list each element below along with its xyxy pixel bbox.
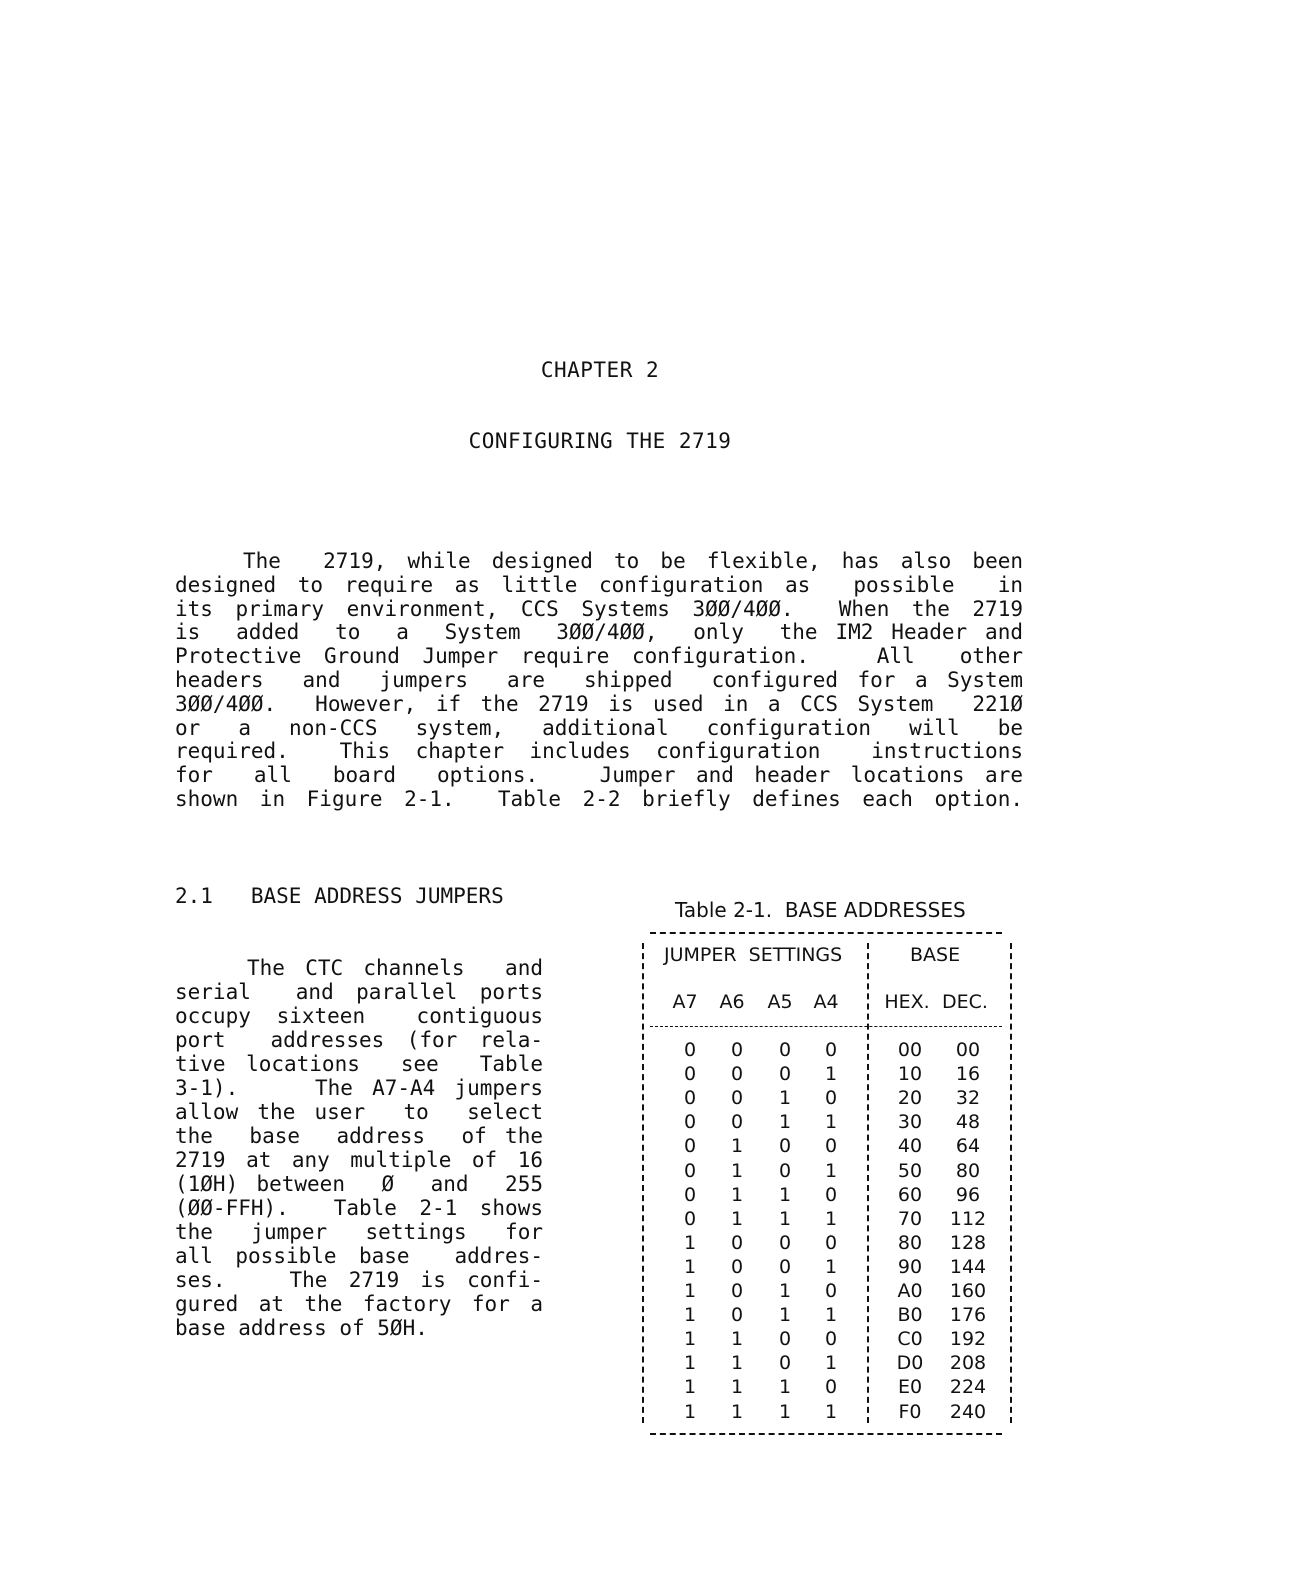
- dec-cell: 208: [949, 1352, 987, 1375]
- a6-cell: 1: [730, 1207, 744, 1230]
- intro-line: The 2719, while designed to be flexible, has also been: [243, 549, 1023, 573]
- a7-cell: 0: [683, 1087, 697, 1110]
- a7-cell: 1: [683, 1304, 697, 1327]
- a4-cell: 0: [824, 1328, 838, 1351]
- hex-cell: E0: [897, 1376, 923, 1399]
- a4-cell: 1: [824, 1207, 838, 1230]
- a5-cell: 1: [778, 1207, 792, 1230]
- a7-cell: 0: [683, 1135, 697, 1158]
- a6-cell: 0: [730, 1231, 744, 1254]
- section-heading: 2.1 BASE ADDRESS JUMPERS: [175, 884, 504, 908]
- a6-cell: 0: [730, 1087, 744, 1110]
- a4-cell: 0: [824, 1087, 838, 1110]
- table-caption: Table 2-1. BASE ADDRESSES: [675, 898, 966, 922]
- a4-cell: 0: [824, 1280, 838, 1302]
- a5-cell: 1: [778, 1280, 792, 1302]
- section-line: all possible base addres-: [175, 1244, 543, 1268]
- a5-cell: 0: [778, 1063, 792, 1086]
- hex-cell: 80: [897, 1231, 923, 1254]
- a7-cell: 0: [683, 1039, 697, 1061]
- section-line: (ØØ-FFH). Table 2-1 shows: [175, 1196, 543, 1220]
- a5-cell: 1: [778, 1111, 792, 1134]
- a6-cell: 0: [730, 1280, 744, 1302]
- dec-cell: 112: [949, 1207, 987, 1230]
- hex-cell: 70: [897, 1207, 923, 1230]
- section-line: allow the user to select: [175, 1100, 543, 1124]
- a4-cell: 1: [824, 1304, 838, 1327]
- intro-line: its primary environment, CCS Systems 3ØØ/4ØØ. When the 2719: [175, 596, 1023, 621]
- hex-cell: 20: [897, 1087, 923, 1110]
- table-header-rule: [650, 1026, 1002, 1027]
- a6-cell: 1: [730, 1159, 744, 1182]
- a5-cell: 0: [778, 1231, 792, 1254]
- hex-cell: F0: [898, 1400, 922, 1423]
- section-line: the base address of the: [175, 1124, 543, 1148]
- hex-cell: A0: [897, 1280, 923, 1302]
- table-right-border: [1010, 943, 1012, 1423]
- dec-cell: 96: [955, 1183, 981, 1206]
- a6-cell: 1: [730, 1376, 744, 1399]
- hex-cell: 60: [897, 1183, 923, 1206]
- column-header-a4: A4: [813, 991, 839, 1013]
- intro-line: for all board options. Jumper and header locations are: [175, 763, 1023, 788]
- section-line: occupy sixteen contiguous: [175, 1004, 543, 1028]
- dec-cell: 224: [949, 1376, 987, 1399]
- section-line: gured at the factory for a: [175, 1292, 543, 1316]
- a5-cell: 0: [778, 1039, 792, 1061]
- a5-cell: 1: [778, 1304, 792, 1327]
- a6-cell: 1: [730, 1328, 744, 1351]
- a4-cell: 1: [824, 1063, 838, 1086]
- base-address-table: [640, 925, 1016, 1445]
- a6-cell: 1: [730, 1183, 744, 1206]
- dec-cell: 176: [949, 1304, 987, 1327]
- a5-cell: 0: [778, 1159, 792, 1182]
- section-line: base address of 5ØH.: [175, 1316, 428, 1340]
- intro-line: required. This chapter includes configuration instructions: [175, 739, 1023, 764]
- a5-cell: 1: [778, 1400, 792, 1423]
- hex-cell: 30: [897, 1111, 923, 1134]
- table-left-border: [642, 943, 644, 1423]
- intro-line: 3ØØ/4ØØ. However, if the 2719 is used in a CCS System 221Ø: [175, 691, 1023, 716]
- table-center-divider: [867, 943, 869, 1423]
- dec-cell: 80: [955, 1159, 981, 1182]
- section-line: 2719 at any multiple of 16: [175, 1148, 543, 1172]
- a4-cell: 0: [824, 1231, 838, 1254]
- hex-cell: 90: [897, 1255, 923, 1278]
- section-line: The CTC channels and: [247, 956, 543, 980]
- a5-cell: 0: [778, 1255, 792, 1278]
- dec-cell: 00: [955, 1039, 981, 1061]
- dec-cell: 192: [949, 1328, 987, 1351]
- hex-cell: C0: [897, 1328, 923, 1351]
- a4-cell: 1: [824, 1255, 838, 1278]
- section-body: [175, 956, 543, 1340]
- hex-cell: 40: [897, 1135, 923, 1158]
- a7-cell: 1: [683, 1376, 697, 1399]
- a4-cell: 0: [824, 1039, 838, 1061]
- dec-cell: 128: [949, 1231, 987, 1254]
- section-line: tive locations see Table: [175, 1052, 543, 1076]
- a7-cell: 1: [683, 1328, 697, 1351]
- header-base: BASE: [910, 944, 961, 966]
- dec-cell: 160: [949, 1280, 987, 1302]
- section-line: port addresses (for rela-: [175, 1028, 543, 1052]
- intro-line: shown in Figure 2-1. Table 2-2 briefly defines each option.: [175, 786, 1023, 811]
- dec-cell: 48: [955, 1111, 981, 1134]
- a6-cell: 1: [730, 1352, 744, 1375]
- a7-cell: 0: [683, 1207, 697, 1230]
- a7-cell: 1: [683, 1231, 697, 1254]
- a7-cell: 1: [683, 1280, 697, 1302]
- a5-cell: 1: [778, 1183, 792, 1206]
- section-line: the jumper settings for: [175, 1220, 543, 1244]
- column-header-a6: A6: [719, 991, 745, 1013]
- a6-cell: 1: [730, 1400, 744, 1423]
- a7-cell: 0: [683, 1159, 697, 1182]
- a4-cell: 1: [824, 1159, 838, 1182]
- intro-line: or a non-CCS system, additional configuration will be: [175, 715, 1023, 740]
- a6-cell: 0: [730, 1063, 744, 1086]
- hex-cell: 00: [897, 1039, 923, 1061]
- a5-cell: 0: [778, 1135, 792, 1158]
- a5-cell: 1: [778, 1087, 792, 1110]
- chapter-title: CONFIGURING THE 2719: [468, 429, 732, 453]
- column-header-a7: A7: [672, 991, 698, 1013]
- column-header-dec: DEC.: [942, 991, 988, 1013]
- column-header-a5: A5: [767, 991, 793, 1013]
- a7-cell: 0: [683, 1063, 697, 1086]
- hex-cell: D0: [896, 1352, 924, 1375]
- a4-cell: 0: [824, 1135, 838, 1158]
- chapter-label: CHAPTER 2: [540, 358, 660, 382]
- section-line: 3-1). The A7-A4 jumpers: [175, 1076, 543, 1100]
- a6-cell: 0: [730, 1039, 744, 1061]
- a5-cell: 0: [778, 1352, 792, 1375]
- a7-cell: 1: [683, 1400, 697, 1423]
- table-top-rule: [650, 932, 1002, 934]
- intro-line: headers and jumpers are shipped configured for a System: [175, 667, 1023, 692]
- intro-paragraph: [175, 550, 1023, 812]
- dec-cell: 144: [949, 1255, 987, 1278]
- a4-cell: 0: [824, 1183, 838, 1206]
- dec-cell: 16: [955, 1063, 981, 1086]
- intro-line: Protective Ground Jumper require configuration. All other: [175, 644, 1023, 669]
- a6-cell: 0: [730, 1111, 744, 1134]
- a7-cell: 0: [683, 1183, 697, 1206]
- intro-line: is added to a System 3ØØ/4ØØ, only the IM2 Header and: [175, 620, 1023, 645]
- a7-cell: 1: [683, 1255, 697, 1278]
- a4-cell: 1: [824, 1352, 838, 1375]
- a4-cell: 0: [824, 1376, 838, 1399]
- a5-cell: 1: [778, 1376, 792, 1399]
- a6-cell: 1: [730, 1135, 744, 1158]
- a5-cell: 0: [778, 1328, 792, 1351]
- a4-cell: 1: [824, 1400, 838, 1423]
- section-line: (1ØH) between Ø and 255: [175, 1172, 543, 1196]
- a7-cell: 0: [683, 1111, 697, 1134]
- dec-cell: 32: [955, 1087, 981, 1110]
- table-bottom-rule: [650, 1433, 1002, 1435]
- section-line: ses. The 2719 is confi-: [175, 1268, 543, 1292]
- dec-cell: 64: [955, 1135, 981, 1158]
- dec-cell: 240: [949, 1400, 987, 1423]
- header-jumper-settings: JUMPER SETTINGS: [664, 944, 843, 966]
- hex-cell: 50: [897, 1159, 923, 1182]
- section-line: serial and parallel ports: [175, 980, 543, 1004]
- a4-cell: 1: [824, 1111, 838, 1134]
- a7-cell: 1: [683, 1352, 697, 1375]
- intro-line: designed to require as little configuration as possible in: [175, 572, 1023, 597]
- hex-cell: 10: [897, 1063, 923, 1086]
- column-header-hex: HEX.: [884, 991, 930, 1013]
- a6-cell: 0: [730, 1255, 744, 1278]
- a6-cell: 0: [730, 1304, 744, 1327]
- hex-cell: B0: [897, 1304, 923, 1327]
